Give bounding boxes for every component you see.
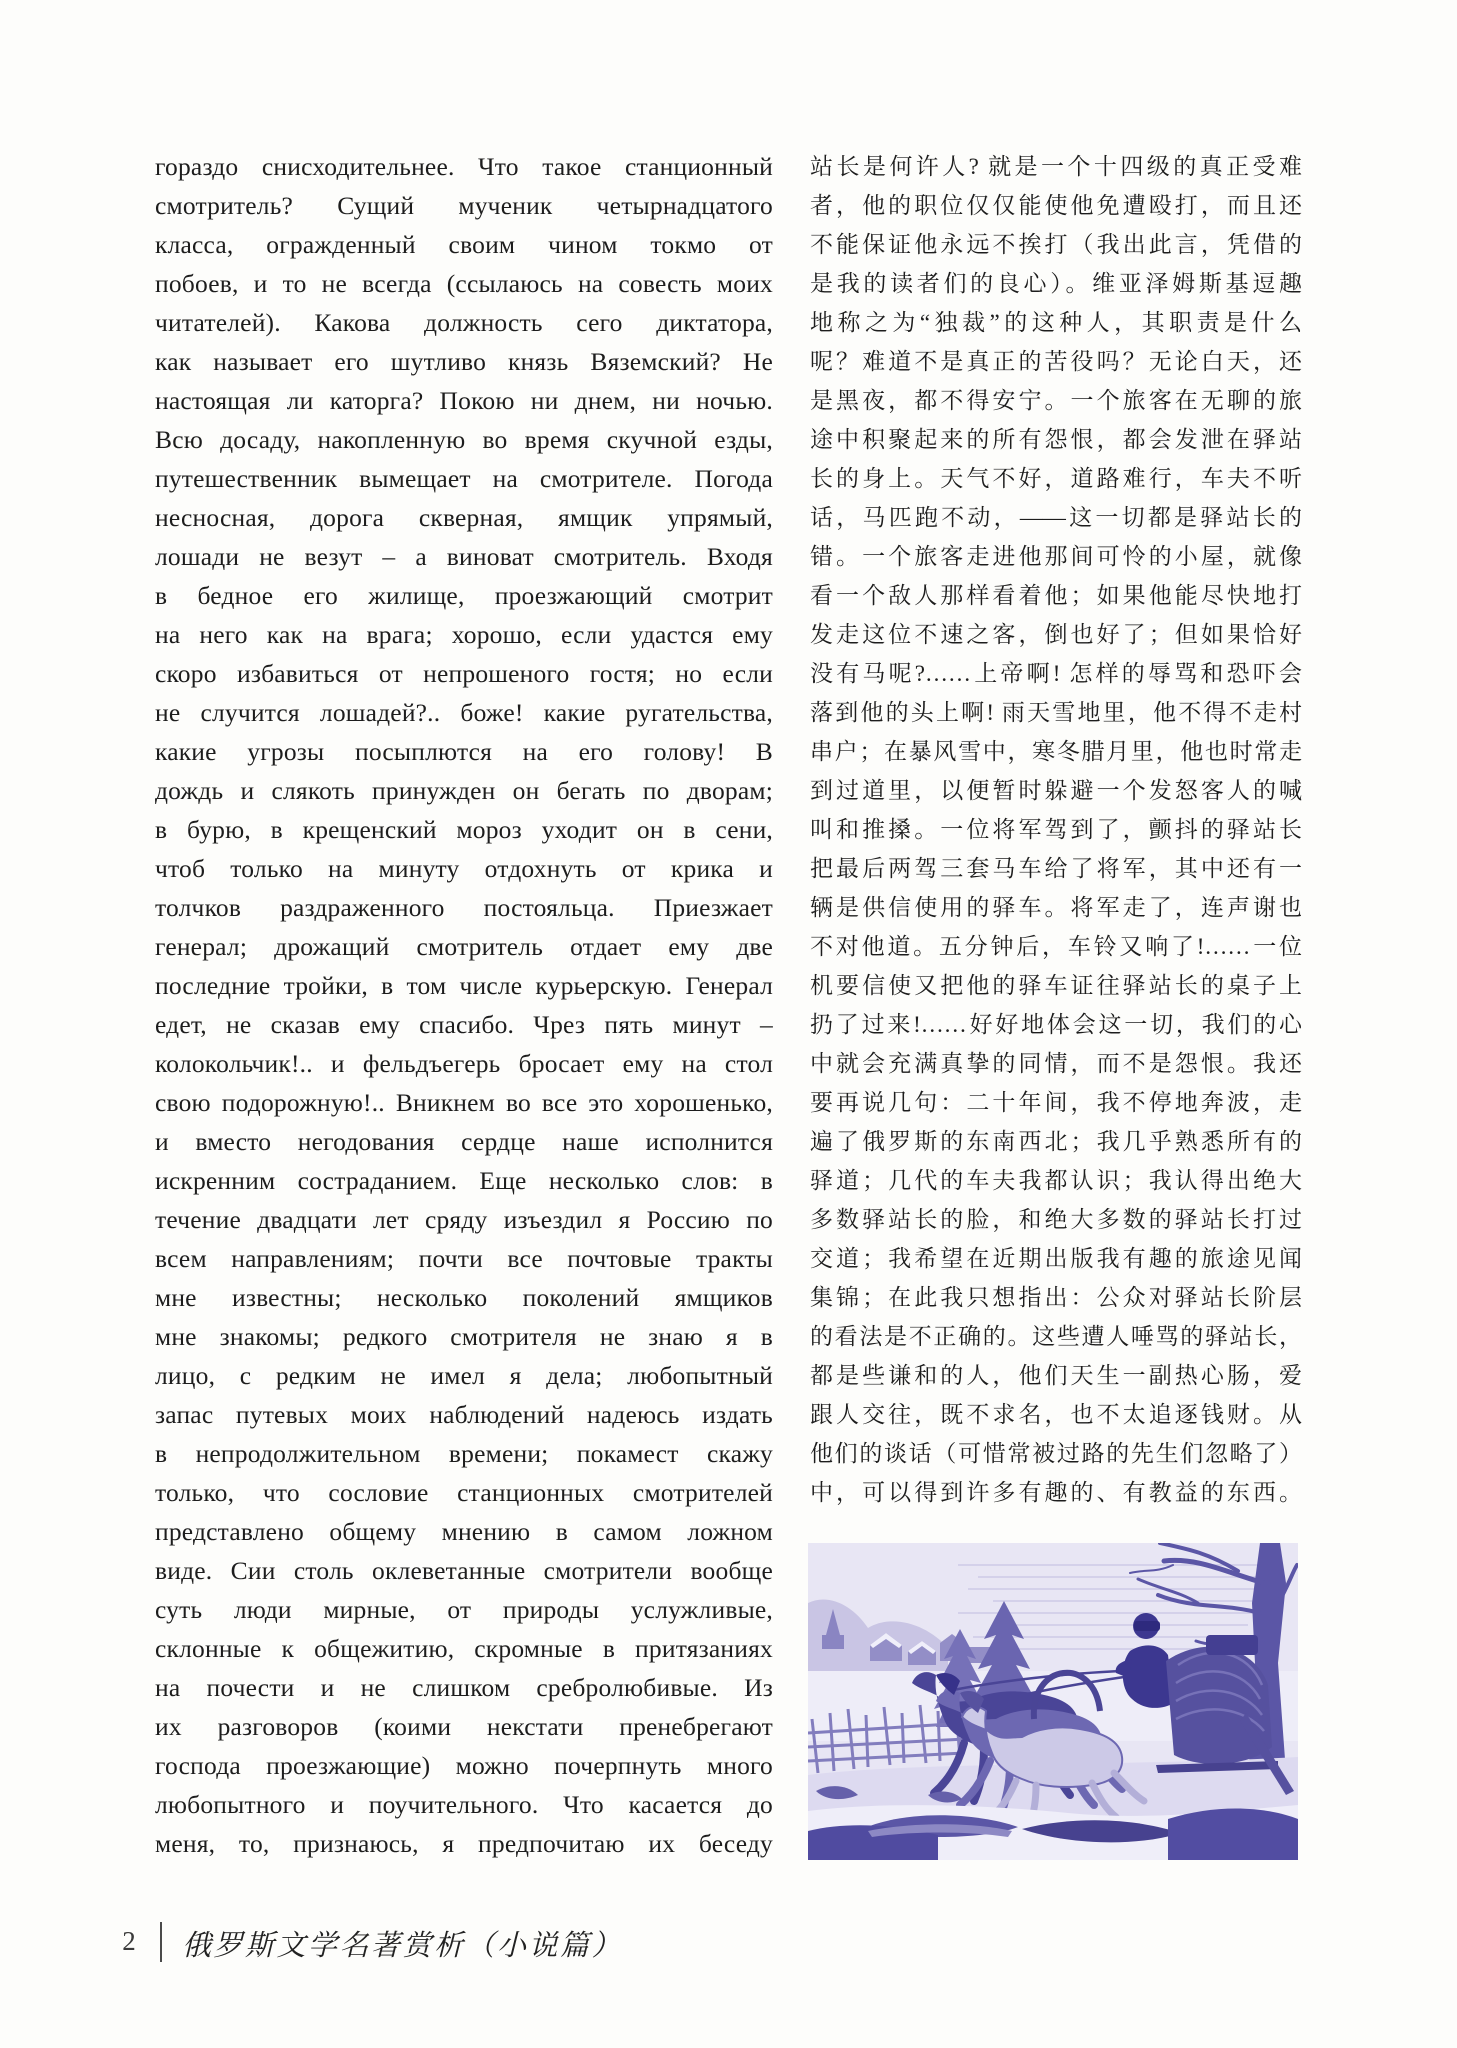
text-line: в бурю, в крещенский мороз уходит он в сени, [155,815,773,844]
text-line: на него как на врага; хорошо, если удастся ему [155,620,773,649]
text-line: их разговоров (коими некстати пренебрегают [155,1712,773,1741]
text-line: дождь и слякоть принужден он бегать по дворам; [155,776,773,805]
text-line: 是黑夜，都不得安宁。一个旅客在无聊的旅 [810,388,1302,413]
text-line: и вместо негодования сердце наше исполнится [155,1127,773,1156]
text-line: класса, огражденный своим чином токмо от [155,230,773,259]
text-line: господа проезжающие) можно почерпнуть много [155,1751,773,1780]
troika-illustration [808,1543,1298,1860]
text-line: 都是些谦和的人，他们天生一副热心肠，爱 [810,1363,1302,1388]
text-line: 串户；在暴风雪中，寒冬腊月里，他也时常走 [810,739,1302,764]
text-line: лошади не везут – а виноват смотритель. Входя [155,542,773,571]
text-line: 交道；我希望在近期出版我有趣的旅途见闻 [810,1246,1302,1271]
text-line: только, что сословие станционных смотрителей [155,1478,773,1507]
text-line: склонные к общежитию, скромные в притязаниях [155,1634,773,1663]
text-line: 集锦；在此我只想指出：公众对驿站长阶层 [810,1285,1302,1310]
text-line: 落到他的头上啊! 雨天雪地里，他不得不走村 [810,700,1302,725]
text-line: 没有马呢?……上帝啊! 怎样的辱骂和恐吓会 [810,661,1302,686]
text-line: настоящая ли каторга? Покою ни днем, ни ночью. [155,386,773,415]
text-line: толчков раздраженного постояльца. Приезжает [155,893,773,922]
text-line: 把最后两驾三套马车给了将军，其中还有一 [810,856,1302,881]
text-line: 是我的读者们的良心）。维亚泽姆斯基逗趣 [810,271,1302,296]
text-line: путешественник вымещает на смотрителе. Погода [155,464,773,493]
text-line: 话，马匹跑不动，——这一切都是驿站长的 [810,505,1302,530]
text-line: мне знакомы; редкого смотрителя не знаю я в [155,1322,773,1351]
text-line: скоро избавиться от непрошеного гостя; но если [155,659,773,688]
text-line: на почести и не слишком сребролюбивые. Из [155,1673,773,1702]
text-line: 地称之为“独裁”的这种人，其职责是什么 [810,310,1302,335]
text-line: смотритель? Сущий мученик четырнадцатого [155,191,773,220]
text-line: меня, то, признаюсь, я предпочитаю их беседу [155,1829,773,1858]
text-line: 要再说几句：二十年间，我不停地奔波，走 [810,1090,1302,1115]
text-line: в бедное его жилище, проезжающий смотрит [155,581,773,610]
page-number: 2 [122,1926,136,1956]
text-line: читателей). Какова должность сего диктатора, [155,308,773,337]
text-line: свою подорожную!.. Вникнем во все это хорошенько, [155,1088,773,1117]
text-line: 不能保证他永远不挨打（我出此言，凭借的 [810,232,1302,257]
text-line: запас путевых моих наблюдений надеюсь издать [155,1400,773,1429]
text-line: 到过道里，以便暂时躲避一个发怒客人的喊 [810,778,1302,803]
text-line: несносная, дорога скверная, ямщик упрямый, [155,503,773,532]
text-line: 扔了过来!……好好地体会这一切，我们的心 [810,1012,1302,1037]
text-line: 长的身上。天气不好，道路难行，车夫不听 [810,466,1302,491]
text-line: искренним состраданием. Еще несколько слов: в [155,1166,773,1195]
text-line: 途中积聚起来的所有怨恨，都会发泄在驿站 [810,427,1302,452]
chinese-text-column [810,147,1302,1512]
text-line: в непродолжительном времени; покамест скажу [155,1439,773,1468]
text-line: лицо, с редким не имел я дела; любопытный [155,1361,773,1390]
text-line: мне известны; несколько поколений ямщиков [155,1283,773,1312]
text-line: суть люди мирные, от природы услужливые, [155,1595,773,1624]
text-line: не случится лошадей?.. боже! какие ругательства, [155,698,773,727]
text-line: колокольчик!.. и фельдъегерь бросает ему на стол [155,1049,773,1078]
text-line: представлено общему мнению в самом ложном [155,1517,773,1546]
text-line: 看一个敌人那样看着他；如果他能尽快地打 [810,583,1302,608]
text-line: 驿道；几代的车夫我都认识；我认得出绝大 [810,1168,1302,1193]
text-line: 辆是供信使用的驿车。将军走了，连声谢也 [810,895,1302,920]
text-line: Всю досаду, накопленную во время скучной езды, [155,425,773,454]
text-line: 发走这位不速之客，倒也好了；但如果恰好 [810,622,1302,647]
text-line: 中就会充满真挚的同情，而不是怨恨。我还 [810,1051,1302,1076]
text-line: генерал; дрожащий смотритель отдает ему две [155,932,773,961]
text-line: 他们的谈话（可惜常被过路的先生们忽略了） [810,1441,1302,1466]
text-line: как называет его шутливо князь Вяземский? Не [155,347,773,376]
text-line: 跟人交往，既不求名，也不太追逐钱财。从 [810,1402,1302,1427]
text-line: 错。一个旅客走进他那间可怜的小屋，就像 [810,544,1302,569]
text-line: 者，他的职位仅仅能使他免遭殴打，而且还 [810,193,1302,218]
text-line: какие угрозы посыплются на его голову! В [155,737,773,766]
text-line: 呢？难道不是真正的苦役吗？无论白天，还 [810,349,1302,374]
text-line: любопытного и поучительного. Что касается до [155,1790,773,1819]
text-line: побоев, и то не всегда (ссылаюсь на совесть моих [155,269,773,298]
text-line: течение двадцати лет сряду изъездил я Россию по [155,1205,773,1234]
text-line: чтоб только на минуту отдохнуть от крика и [155,854,773,883]
footer-divider [160,1922,162,1962]
text-line: виде. Сии столь оклеветанные смотрители вообще [155,1556,773,1585]
russian-text-column [155,147,773,1863]
text-line: едет, не сказав ему спасибо. Чрез пять минут – [155,1010,773,1039]
text-line: всем направлениям; почти все почтовые тракты [155,1244,773,1273]
text-line: 站长是何许人? 就是一个十四级的真正受难 [810,154,1302,179]
text-line: 中，可以得到许多有趣的、有教益的东西。 [810,1480,1302,1505]
text-line: 不对他道。五分钟后，车铃又响了!……一位 [810,934,1302,959]
text-line: 机要信使又把他的驿车证往驿站长的桌子上 [810,973,1302,998]
text-line: 遍了俄罗斯的东南西北；我几乎熟悉所有的 [810,1129,1302,1154]
text-line: 叫和推搡。一位将军驾到了，颤抖的驿站长 [810,817,1302,842]
footer-book-title: 俄罗斯文学名著赏析（小说篇） [182,1928,624,1962]
page-footer [0,1918,1457,1978]
text-line: 多数驿站长的脸，和绝大多数的驿站长打过 [810,1207,1302,1232]
text-line: 的看法是不正确的。这些遭人唾骂的驿站长， [810,1324,1302,1349]
text-line: последние тройки, в том числе курьерскую. Генерал [155,971,773,1000]
text-line: гораздо снисходительнее. Что такое станционный [155,152,773,181]
